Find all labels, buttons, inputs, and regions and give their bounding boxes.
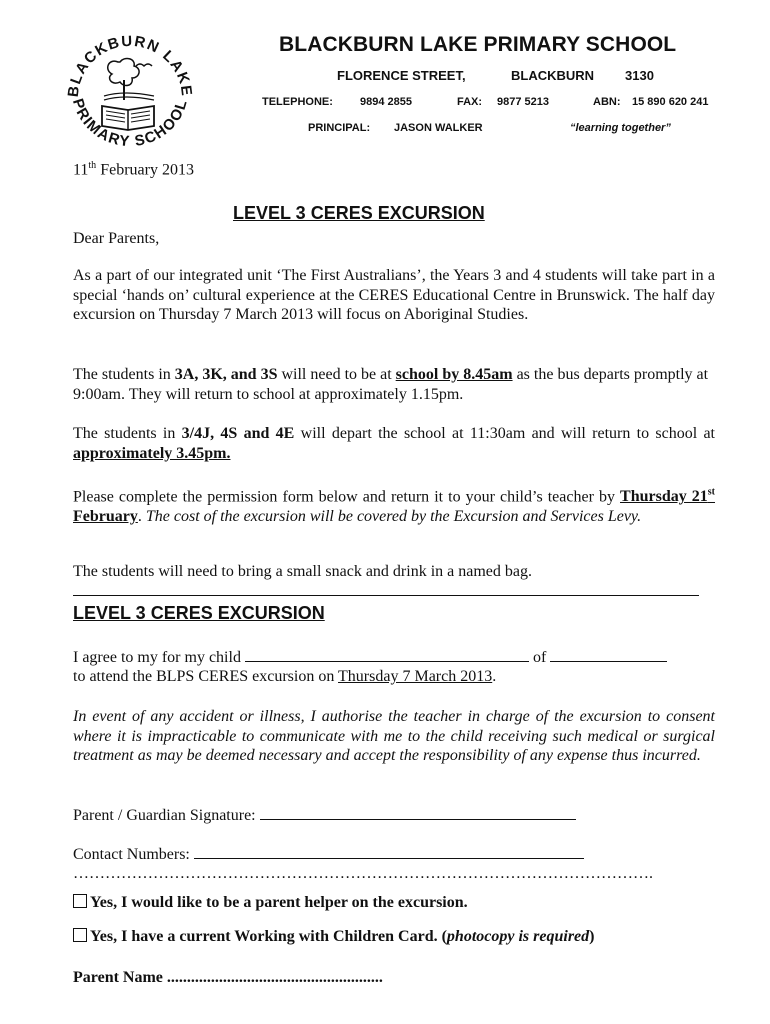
address-postcode: 3130: [625, 68, 654, 83]
paragraph-morning-group: [73, 365, 715, 404]
cut-divider: [73, 595, 699, 596]
date-suffix: th: [88, 160, 97, 171]
consent-paragraph: In event of any accident or illness, I authorise the teacher in charge of the excursion to consent where it is impracticable to communicate with me to the child receiving such medical or surgical treatment as may be deemed necessary and accept the responsibility of any expense thus incurred.: [73, 708, 715, 764]
attend-date: Thursday 7 March 2013: [338, 668, 493, 685]
address-street: FLORENCE STREET,: [337, 68, 466, 83]
wwcc-note: photocopy is required: [446, 928, 590, 945]
parent-name-label: Parent Name: [73, 969, 163, 986]
wwcc-checkbox[interactable]: [73, 928, 87, 942]
letter-date: [73, 160, 194, 179]
agree-of-text: of: [532, 649, 547, 666]
paragraph-afternoon-group: [73, 424, 715, 463]
date-day: 11: [73, 161, 89, 179]
parent-name-field[interactable]: ......................................................: [166, 969, 383, 986]
form-title: LEVEL 3 CERES EXCURSION: [73, 603, 325, 623]
contact-label: Contact Numbers:: [73, 846, 190, 863]
attend-text: to attend the BLPS CERES excursion on: [73, 668, 339, 685]
letter-title: LEVEL 3 CERES EXCURSION: [233, 203, 485, 223]
school-motto: “learning together”: [570, 122, 671, 134]
bird-icon: [136, 64, 152, 66]
p4-due-date: Thursday 21st February: [73, 487, 715, 525]
p4-text-a: Please complete the permission form below and return it to your child’s teacher by: [73, 488, 621, 506]
svg-text:PRIMARY SCHOOL: [69, 97, 191, 151]
helper-label: Yes, I would like to be a parent helper on the excursion.: [90, 894, 468, 911]
signature-row: [73, 805, 576, 826]
contact-field[interactable]: [194, 844, 584, 859]
contact-row: [73, 844, 584, 865]
p4-text-b: .: [137, 507, 146, 525]
svg-text:BLACKBURN LAKE: [65, 33, 195, 98]
p4-cost-note: The cost of the excursion will be covered by the Excursion and Services Levy.: [145, 507, 642, 525]
child-name-field[interactable]: [245, 647, 529, 662]
p3-return-time: approximately 3.45pm.: [73, 444, 231, 462]
paragraph-intro: As a part of our integrated unit ‘The First Australians’, the Years 3 and 4 students will take part in a special ‘hands on’ cultural experience at the CERES Educational Centre in Brunswick. The half day excursion on Thursday 7 March 2013 will focus on Aboriginal Studies.: [73, 267, 715, 323]
signature-label: Parent / Guardian Signature:: [73, 807, 256, 824]
principal-label: PRINCIPAL:: [308, 122, 371, 134]
helper-checkbox[interactable]: [73, 894, 87, 908]
form-attend-row: to attend the BLPS CERES excursion on Thursday 7 March 2013.: [73, 668, 497, 685]
abn-number: 15 890 620 241: [632, 96, 709, 108]
school-logo-emblem: [58, 28, 200, 156]
greeting: Dear Parents,: [73, 230, 160, 247]
child-class-field[interactable]: [550, 647, 667, 662]
p2-arrival-time: school by 8.45am: [395, 366, 513, 383]
p3-classes: 3/4J, 4S and 4E: [181, 425, 295, 442]
school-logo: [58, 28, 200, 156]
parent-name-row: [73, 968, 383, 988]
p3-text-b: will depart the school at 11:30am and will return to school at: [294, 425, 716, 442]
dotted-separator: ……………………………………………………………………………………………….: [73, 865, 653, 882]
paragraph-permission: [73, 483, 715, 526]
wwcc-option: Yes, I have a current Working with Children Card. (photocopy is required): [73, 927, 594, 947]
p2-classes: 3A, 3K, and 3S: [174, 366, 278, 383]
p3-text-a: The students in: [73, 425, 182, 442]
logo-text-top: BLACKBURN LAKE: [64, 32, 196, 98]
agree-text: I agree to my for my child: [73, 649, 241, 666]
wwcc-label: Yes, I have a current Working with Children Card. (: [90, 928, 447, 945]
signature-field[interactable]: [260, 805, 576, 820]
paragraph-snack: The students will need to bring a small snack and drink in a named bag.: [73, 563, 532, 580]
open-book-icon: [102, 106, 154, 130]
p2-text-c: as the bus departs promptly at 9:00am. They will return to school at approximately 1.15pm.: [73, 366, 709, 403]
form-agree-row: [73, 647, 715, 668]
principal-name: JASON WALKER: [394, 122, 483, 134]
fax-number: 9877 5213: [497, 96, 549, 108]
school-name: BLACKBURN LAKE PRIMARY SCHOOL: [279, 33, 677, 56]
p2-text-b: will need to be at: [277, 366, 396, 383]
date-rest: February 2013: [100, 161, 194, 179]
fax-label: FAX:: [457, 96, 483, 108]
address-suburb: BLACKBURN: [511, 68, 595, 83]
abn-label: ABN:: [593, 96, 621, 108]
telephone-number: 9894 2855: [360, 96, 412, 108]
logo-text-bottom: PRIMARY SCHOOL: [68, 96, 192, 151]
telephone-label: TELEPHONE:: [262, 96, 333, 108]
helper-option: [73, 893, 468, 913]
p2-text-a: The students in: [73, 366, 175, 383]
